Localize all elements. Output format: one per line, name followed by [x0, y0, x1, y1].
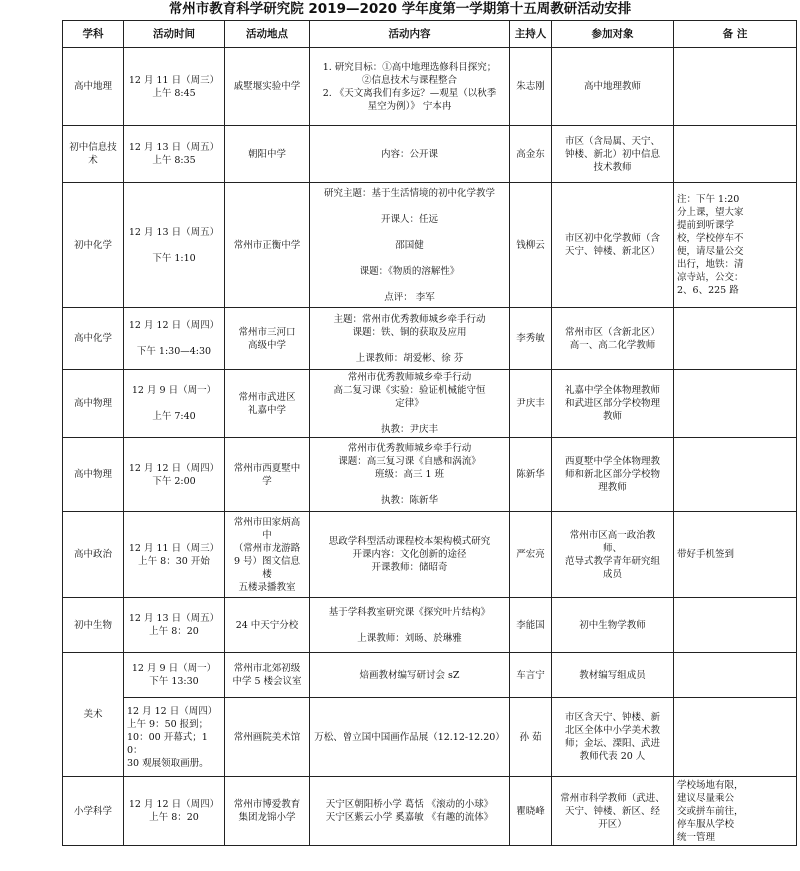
place-line: 常州市田家炳高	[233, 516, 301, 528]
place-line: 24 中天宁分校	[235, 619, 299, 631]
time-line	[127, 239, 221, 252]
content-line: 天宁区紫云小学 奚嘉敏 《有趣的流体》	[325, 812, 494, 823]
target-line: 天宁、钟楼、新区、经	[564, 805, 660, 817]
place-line: 常州画院美术馆	[233, 731, 301, 743]
cell-target	[552, 48, 674, 126]
content-line: 定律》	[395, 398, 424, 409]
table-row	[63, 777, 797, 846]
cell-time	[124, 512, 225, 598]
target-line: 和武进区部分学校物理	[564, 398, 660, 409]
content-line	[313, 252, 506, 265]
time-line: 12 月 11 日（周三）	[128, 74, 220, 86]
content-line: 常州市优秀教师城乡牵手行动	[347, 443, 472, 454]
content-line: 执教：尹庆丰	[380, 424, 438, 435]
cell-target	[552, 438, 674, 512]
time-line	[127, 397, 221, 410]
content-line: 点评： 李军	[384, 291, 435, 303]
cell-note	[674, 598, 797, 653]
target-line: 教师	[602, 411, 622, 422]
content-line: 执教：陈新华	[380, 495, 438, 506]
note-line: 带好手机签到	[677, 549, 735, 560]
cell-subject: 高中物理	[63, 370, 124, 438]
content-line: 基于学科教室研究课《探究叶片结构》	[328, 606, 491, 618]
target-line: 技术教师	[593, 161, 632, 173]
header-target: 参加对象	[552, 21, 674, 48]
target-line: 常州市科学教师（武进、	[560, 792, 665, 804]
cell-note	[674, 370, 797, 438]
schedule-table	[62, 20, 797, 846]
cell-host: 朱志刚	[510, 48, 552, 126]
content-line: 研究主题：基于生活情境的初中化学教学	[323, 187, 495, 199]
time-line: 下午 13:30	[149, 676, 199, 687]
header-place: 活动地点	[225, 21, 310, 48]
cell-subject: 初中信息技术	[63, 126, 124, 183]
content-line: 主题：常州市优秀教师城乡牵手行动	[333, 313, 486, 325]
time-line: 上午 8：20	[149, 812, 199, 823]
cell-host: 高金东	[510, 126, 552, 183]
target-line: 市区（含局属、天宁、	[564, 135, 660, 147]
cell-target	[552, 308, 674, 370]
cell-note	[674, 438, 797, 512]
content-line: 万松、曾立国中国画作品展（12.12-12.20）	[314, 731, 505, 743]
place-line: 五楼录播教室	[238, 581, 296, 593]
place-line: 9 号）图文信息	[233, 555, 301, 567]
content-line: 开课内容：文化创新的途径	[352, 549, 467, 560]
target-line: 市区初中化学教师（含	[564, 233, 660, 244]
cell-subject: 初中生物	[63, 598, 124, 653]
time-line: 12 月 12 日（周四）	[128, 462, 220, 474]
cell-host: 严宏亮	[510, 512, 552, 598]
time-line: 12 月 13 日（周五）	[128, 613, 220, 624]
cell-subject: 高中物理	[63, 438, 124, 512]
cell-content	[310, 653, 510, 698]
note-line: 便，请尽量公交	[677, 246, 744, 257]
time-line: 下午 2:00	[152, 475, 196, 487]
page-title: 常州市教育科学研究院 2019—2020 学年度第一学期第十五周教研活动安排	[168, 1, 632, 17]
content-line: 上课教师：胡爱彬、徐 芬	[355, 352, 464, 364]
cell-content	[310, 308, 510, 370]
cell-content	[310, 438, 510, 512]
cell-target	[552, 512, 674, 598]
header-row	[63, 21, 797, 48]
cell-note	[674, 653, 797, 698]
cell-content	[310, 48, 510, 126]
cell-content	[310, 183, 510, 308]
content-line	[313, 339, 506, 352]
place-line: 朝阳中学	[247, 148, 286, 160]
target-line: 礼嘉中学全体物理教师	[564, 385, 660, 396]
time-line: 上午 9：50 报到；	[127, 718, 209, 730]
note-line: 交或拼车前往，	[677, 805, 744, 817]
cell-time	[124, 370, 225, 438]
note-line: 分上课，望大家	[677, 207, 744, 218]
place-line: 楼	[262, 568, 272, 580]
cell-content	[310, 598, 510, 653]
time-line: 12 月 13 日（周五）	[128, 142, 220, 153]
target-line: 初中生物学教师	[579, 619, 646, 631]
place-line: 常州市西夏墅中	[233, 462, 301, 474]
target-line: 开区）	[598, 818, 627, 830]
note-line: 出行，地铁：清	[677, 259, 744, 270]
target-line: 教材编写组成员	[579, 669, 646, 681]
target-line: 高一、高二化学教师	[569, 339, 656, 351]
content-line: 上课教师：刘旸、於琳雅	[357, 632, 462, 644]
target-line: 师和新北区部分学校物	[564, 469, 660, 480]
table-row	[63, 698, 797, 777]
table-row	[63, 183, 797, 308]
target-line: 高中地理教师	[583, 81, 641, 92]
content-line: 课题：铁、铜的获取及应用	[352, 326, 467, 338]
header-note: 备 注	[674, 21, 797, 48]
note-line: 校，学校停车不	[677, 233, 744, 244]
cell-target	[552, 653, 674, 698]
content-line: 1. 研究目标：①高中地理选修科目探究；	[322, 61, 497, 73]
content-line: 邵国健	[395, 239, 424, 251]
cell-subject: 初中化学	[63, 183, 124, 308]
table-row	[63, 512, 797, 598]
content-line	[313, 410, 506, 423]
cell-note	[674, 512, 797, 598]
cell-subject: 高中化学	[63, 308, 124, 370]
cell-target	[552, 370, 674, 438]
time-line: 上午 7:40	[152, 411, 196, 422]
content-line: 常州市优秀教师城乡牵手行动	[347, 372, 472, 383]
cell-time	[124, 698, 225, 777]
place-line: 常州市正衡中学	[233, 239, 301, 251]
content-line: 内容：公开课	[380, 148, 438, 160]
cell-content	[310, 777, 510, 846]
time-line: 上午 8：20	[149, 626, 199, 637]
time-line: 上午 8:45	[152, 87, 196, 99]
cell-note	[674, 126, 797, 183]
time-line: 10：00 开幕式；10：	[127, 731, 208, 756]
cell-host: 瞿晓峰	[510, 777, 552, 846]
table-row	[63, 438, 797, 512]
header-content: 活动内容	[310, 21, 510, 48]
cell-place	[225, 126, 310, 183]
content-line	[313, 200, 506, 213]
place-line: 礼嘉中学	[247, 404, 286, 416]
content-line: 天宁区朝阳桥小学 葛恬 《滚动的小球》	[325, 799, 494, 810]
place-line: 常州市三河口	[238, 326, 296, 338]
target-line: 范导式教学青年研究组	[564, 555, 660, 567]
cell-note	[674, 698, 797, 777]
note-line: 提前到听课学	[677, 220, 735, 231]
target-line: 北区全体中小学美术教	[564, 725, 660, 736]
cell-place	[225, 183, 310, 308]
cell-place	[225, 698, 310, 777]
cell-note	[674, 308, 797, 370]
cell-content	[310, 126, 510, 183]
cell-place	[225, 653, 310, 698]
cell-subject: 小学科学	[63, 777, 124, 846]
content-line: 课题：《物质的溶解性》	[359, 265, 460, 277]
cell-time	[124, 777, 225, 846]
cell-host: 李秀敏	[510, 308, 552, 370]
place-line: 中	[262, 529, 272, 541]
cell-host: 陈新华	[510, 438, 552, 512]
note-line: 统一管理	[677, 831, 716, 843]
cell-subject: 高中地理	[63, 48, 124, 126]
cell-target	[552, 598, 674, 653]
cell-time	[124, 598, 225, 653]
cell-place	[225, 438, 310, 512]
time-line	[127, 332, 221, 345]
cell-host: 车言宁	[510, 653, 552, 698]
place-line: （常州市龙游路	[233, 542, 301, 554]
cell-place	[225, 512, 310, 598]
content-line: 2. 《天文离我们有多远？—观星（以秋季	[322, 87, 497, 99]
cell-subject: 美术	[63, 653, 124, 777]
target-line: 钟楼、新北）初中信息	[564, 148, 660, 160]
note-line: 建议尽量乘公	[677, 792, 735, 804]
cell-host: 李能国	[510, 598, 552, 653]
cell-time	[124, 183, 225, 308]
cell-host: 孙 茹	[510, 698, 552, 777]
content-line: 焙画教材编写研讨会 sZ	[359, 669, 460, 681]
table-row	[63, 48, 797, 126]
table-row	[63, 308, 797, 370]
note-line: 注：下午 1:20	[677, 194, 740, 205]
cell-target	[552, 126, 674, 183]
note-line: 2、6、225 路	[677, 285, 739, 296]
content-line: 班级：高三 1 班	[374, 469, 445, 480]
table-row	[63, 598, 797, 653]
time-line: 下午 1:30—4:30	[136, 346, 212, 357]
cell-note	[674, 777, 797, 846]
content-line: 星空为例）》 宁本冉	[367, 100, 452, 112]
cell-content	[310, 512, 510, 598]
place-line: 常州市武进区	[238, 391, 296, 403]
content-line: 高二复习课《实验：验证机械能守恒	[333, 385, 486, 396]
time-line: 12 月 13 日（周五）	[128, 226, 220, 238]
place-line: 常州市北郊初级	[233, 663, 301, 674]
content-line: 思政学科型活动课程校本架构模式研究	[328, 536, 491, 547]
table-row	[63, 653, 797, 698]
cell-time	[124, 48, 225, 126]
cell-content	[310, 698, 510, 777]
target-line: 教师代表 20 人	[579, 751, 646, 762]
cell-note	[674, 48, 797, 126]
header-subject: 学科	[63, 21, 124, 48]
content-line	[313, 619, 506, 632]
target-line: 常州市区高一政治教	[569, 529, 656, 541]
cell-place	[225, 370, 310, 438]
header-time: 活动时间	[124, 21, 225, 48]
time-line: 12 月 12 日（周四）	[128, 799, 220, 810]
cell-content	[310, 370, 510, 438]
time-line: 上午 8：30 开始	[138, 555, 210, 567]
time-line: 12 月 12 日（周四）	[127, 705, 218, 717]
target-line: 天宁、钟楼、新北区）	[564, 246, 660, 257]
cell-target	[552, 183, 674, 308]
place-line: 戚墅堰实验中学	[233, 81, 301, 92]
target-line: 成员	[602, 568, 622, 580]
content-line: 开课教师：储昭奇	[371, 562, 448, 573]
cell-place	[225, 48, 310, 126]
target-line: 理教师	[598, 482, 627, 493]
cell-time	[124, 126, 225, 183]
cell-place	[225, 308, 310, 370]
note-line: 学校场地有限，	[677, 779, 744, 791]
target-line: 市区含天宁、钟楼、新	[564, 712, 660, 723]
cell-host: 钱柳云	[510, 183, 552, 308]
cell-place	[225, 777, 310, 846]
cell-target	[552, 777, 674, 846]
cell-subject: 高中政治	[63, 512, 124, 598]
place-line: 常州市博爱教育	[233, 799, 301, 810]
time-line: 下午 1:10	[152, 252, 196, 264]
cell-target	[552, 698, 674, 777]
content-line	[313, 481, 506, 494]
time-line: 30 观展领取画册。	[127, 757, 209, 769]
cell-place	[225, 598, 310, 653]
content-line	[313, 278, 506, 291]
target-line: 西夏墅中学全体物理教	[564, 456, 660, 467]
header-host: 主持人	[510, 21, 552, 48]
target-line: 师；金坛、溧阳、武进	[564, 738, 660, 749]
note-line: 停车服从学校	[677, 818, 735, 830]
cell-note	[674, 183, 797, 308]
content-line	[313, 226, 506, 239]
time-line: 12 月 11 日（周三）	[128, 542, 220, 554]
table-row	[63, 126, 797, 183]
cell-host: 尹庆丰	[510, 370, 552, 438]
time-line: 12 月 12 日（周四）	[128, 320, 220, 331]
content-line: 开课人：任远	[380, 213, 438, 225]
time-line: 上午 8:35	[152, 155, 196, 166]
cell-time	[124, 438, 225, 512]
target-line: 常州市区（含新北区）	[564, 326, 660, 338]
target-line: 师、	[602, 542, 622, 554]
place-line: 中学 5 楼会议室	[232, 676, 302, 687]
time-line: 12 月 9 日（周一）	[131, 385, 217, 396]
note-line: 凉寺站，公交：	[677, 272, 744, 283]
time-line: 12 月 9 日（周一）	[131, 663, 217, 674]
content-line: 课题：高三复习课《自感和涡流》	[338, 456, 481, 467]
cell-time	[124, 308, 225, 370]
place-line: 学	[262, 475, 272, 487]
table-row	[63, 370, 797, 438]
cell-time	[124, 653, 225, 698]
place-line: 集团龙锦小学	[238, 812, 296, 823]
place-line: 高级中学	[247, 339, 286, 351]
content-line: ②信息技术与课程整合	[361, 74, 457, 86]
